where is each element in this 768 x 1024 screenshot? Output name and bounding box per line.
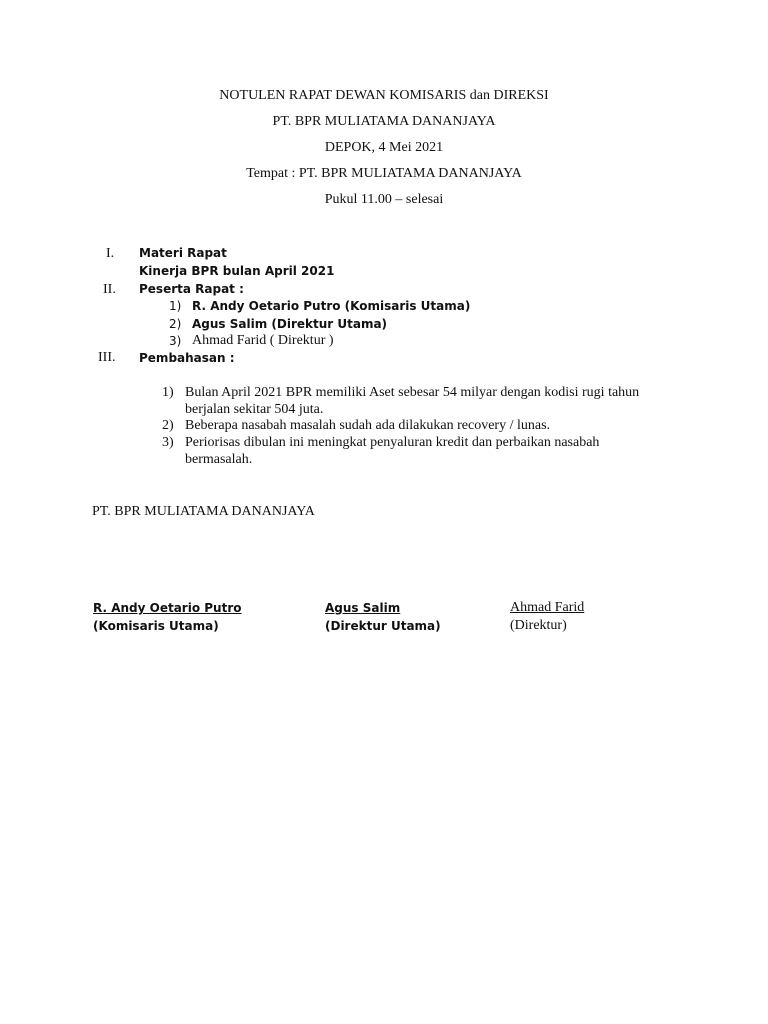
participant-1: R. Andy Oetario Putro (Komisaris Utama): [192, 299, 471, 313]
signatory-role-3: (Direktur): [510, 618, 567, 633]
discussion-item-3-line-1: Periorisas dibulan ini meningkat penyaluran kredit dan perbaikan nasabah: [185, 435, 600, 450]
list-item-number: 3): [162, 435, 174, 450]
meeting-time: Pukul 11.00 – selesai: [324, 192, 444, 207]
section-numeral-i: I.: [106, 246, 115, 261]
place-date: DEPOK, 4 Mei 2021: [324, 140, 444, 155]
signatory-name-1: R. Andy Oetario Putro: [93, 601, 242, 615]
signatory-name-2: Agus Salim: [325, 601, 401, 615]
discussion-item-1-line-1: Bulan April 2021 BPR memiliki Aset sebesar 54 milyar dengan kodisi rugi tahun: [185, 385, 640, 400]
signatory-name-3: Ahmad Farid: [510, 600, 585, 615]
section-heading-peserta: Peserta Rapat :: [139, 282, 244, 296]
list-item-number: 2): [162, 418, 174, 433]
section-numeral-iii: III.: [98, 350, 116, 365]
discussion-item-1-line-2: berjalan sekitar 504 juta.: [185, 402, 324, 417]
section-heading-materi: Materi Rapat: [139, 246, 227, 260]
signatory-role-2: (Direktur Utama): [325, 619, 441, 633]
discussion-item-2-line-1: Beberapa nasabah masalah sudah ada dilakukan recovery / lunas.: [185, 418, 551, 433]
section-heading-pembahasan: Pembahasan :: [139, 351, 235, 365]
company-name: PT. BPR MULIATAMA DANANJAYA: [272, 114, 496, 129]
discussion-item-3-line-2: bermasalah.: [185, 452, 253, 467]
closing-company: PT. BPR MULIATAMA DANANJAYA: [92, 504, 315, 519]
document-title: NOTULEN RAPAT DEWAN KOMISARIS dan DIREKSI: [219, 88, 549, 103]
list-item-number: 1): [162, 385, 174, 400]
participant-3: Ahmad Farid ( Direktur ): [192, 333, 334, 348]
section-numeral-ii: II.: [103, 282, 116, 297]
list-item-number: 3): [169, 334, 182, 348]
list-item-number: 1): [169, 299, 182, 313]
meeting-venue: Tempat : PT. BPR MULIATAMA DANANJAYA: [246, 166, 522, 181]
list-item-number: 2): [169, 317, 182, 331]
materi-content: Kinerja BPR bulan April 2021: [139, 264, 335, 278]
participant-2: Agus Salim (Direktur Utama): [192, 317, 388, 331]
signatory-role-1: (Komisaris Utama): [93, 619, 219, 633]
